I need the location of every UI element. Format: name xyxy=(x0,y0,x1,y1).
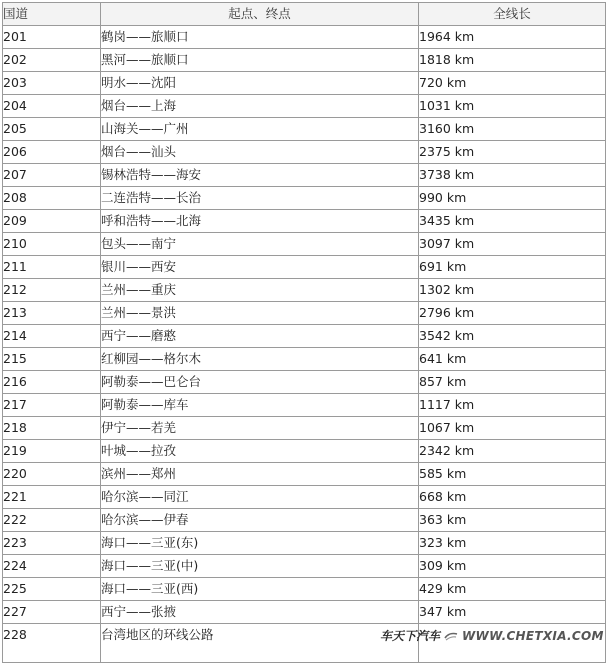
cell-start-end: 哈尔滨——伊春 xyxy=(101,509,419,532)
cell-highway-number: 208 xyxy=(3,187,101,210)
header-start-end: 起点、终点 xyxy=(101,3,419,26)
cell-total-length: 309 km xyxy=(419,555,606,578)
table-row xyxy=(3,141,606,164)
table-row xyxy=(3,348,606,371)
cell-highway-number: 209 xyxy=(3,210,101,233)
cell-highway-number: 218 xyxy=(3,417,101,440)
cell-start-end: 呼和浩特——北海 xyxy=(101,210,419,233)
cell-highway-number: 227 xyxy=(3,601,101,624)
cell-highway-number: 221 xyxy=(3,486,101,509)
cell-total-length: 720 km xyxy=(419,72,606,95)
cell-start-end: 哈尔滨——同江 xyxy=(101,486,419,509)
cell-highway-number: 223 xyxy=(3,532,101,555)
watermark-brand: 车天下汽车 xyxy=(380,629,441,643)
table-row xyxy=(3,371,606,394)
cell-start-end: 鹤岗——旅顺口 xyxy=(101,26,419,49)
table-row xyxy=(3,394,606,417)
cell-highway-number: 202 xyxy=(3,49,101,72)
cell-total-length: 3435 km xyxy=(419,210,606,233)
table-row xyxy=(3,49,606,72)
cell-start-end: 黑河——旅顺口 xyxy=(101,49,419,72)
national-highway-table xyxy=(2,2,606,663)
table-row xyxy=(3,486,606,509)
cell-highway-number: 222 xyxy=(3,509,101,532)
cell-start-end: 兰州——重庆 xyxy=(101,279,419,302)
table-body xyxy=(3,26,606,663)
cell-start-end: 山海关——广州 xyxy=(101,118,419,141)
table-row xyxy=(3,578,606,601)
cell-highway-number: 214 xyxy=(3,325,101,348)
table-row xyxy=(3,440,606,463)
cell-total-length: 668 km xyxy=(419,486,606,509)
cell-start-end: 烟台——上海 xyxy=(101,95,419,118)
cell-highway-number: 201 xyxy=(3,26,101,49)
cell-start-end: 滨州——郑州 xyxy=(101,463,419,486)
table-row xyxy=(3,601,606,624)
cell-highway-number: 215 xyxy=(3,348,101,371)
cell-highway-number: 206 xyxy=(3,141,101,164)
table-row xyxy=(3,509,606,532)
cell-start-end: 锡林浩特——海安 xyxy=(101,164,419,187)
cell-highway-number: 207 xyxy=(3,164,101,187)
cell-total-length: 990 km xyxy=(419,187,606,210)
cell-highway-number: 204 xyxy=(3,95,101,118)
cell-start-end: 叶城——拉孜 xyxy=(101,440,419,463)
cell-total-length: 2342 km xyxy=(419,440,606,463)
table-row xyxy=(3,325,606,348)
header-highway-number: 国道 xyxy=(3,3,101,26)
cell-start-end: 阿勒泰——库车 xyxy=(101,394,419,417)
table-row xyxy=(3,256,606,279)
table-row xyxy=(3,555,606,578)
table-row xyxy=(3,210,606,233)
cell-total-length: 585 km xyxy=(419,463,606,486)
cell-start-end: 二连浩特——长治 xyxy=(101,187,419,210)
header-row xyxy=(3,3,606,26)
table-row xyxy=(3,118,606,141)
table-row xyxy=(3,302,606,325)
cell-start-end: 红柳园——格尔木 xyxy=(101,348,419,371)
cell-start-end: 阿勒泰——巴仑台 xyxy=(101,371,419,394)
cell-highway-number: 212 xyxy=(3,279,101,302)
table-row xyxy=(3,26,606,49)
cell-start-end: 海口——三亚(西) xyxy=(101,578,419,601)
table-row xyxy=(3,164,606,187)
cell-highway-number: 217 xyxy=(3,394,101,417)
cell-start-end: 烟台——汕头 xyxy=(101,141,419,164)
cell-total-length: 3738 km xyxy=(419,164,606,187)
cell-total-length: 429 km xyxy=(419,578,606,601)
cell-total-length: 2796 km xyxy=(419,302,606,325)
watermark-url: WWW.CHETXIA.COM xyxy=(462,628,604,643)
cell-total-length: 1302 km xyxy=(419,279,606,302)
cell-highway-number: 225 xyxy=(3,578,101,601)
cell-highway-number: 213 xyxy=(3,302,101,325)
cell-total-length: 347 km xyxy=(419,601,606,624)
cell-highway-number: 216 xyxy=(3,371,101,394)
cell-total-length: 857 km xyxy=(419,371,606,394)
cell-start-end: 伊宁——若羌 xyxy=(101,417,419,440)
cell-total-length: 1031 km xyxy=(419,95,606,118)
cell-total-length: 1067 km xyxy=(419,417,606,440)
cell-total-length: 1964 km xyxy=(419,26,606,49)
cell-start-end: 海口——三亚(中) xyxy=(101,555,419,578)
cell-start-end: 海口——三亚(东) xyxy=(101,532,419,555)
cell-total-length: 641 km xyxy=(419,348,606,371)
table-row xyxy=(3,233,606,256)
cell-total-length: 3097 km xyxy=(419,233,606,256)
cell-highway-number: 203 xyxy=(3,72,101,95)
cell-highway-number: 228 xyxy=(3,624,101,663)
cell-total-length: 1818 km xyxy=(419,49,606,72)
cell-total-length: 363 km xyxy=(419,509,606,532)
header-total-length: 全线长 xyxy=(419,3,606,26)
cell-total-length: 323 km xyxy=(419,532,606,555)
cell-highway-number: 205 xyxy=(3,118,101,141)
cell-total-length: 2375 km xyxy=(419,141,606,164)
cell-highway-number: 224 xyxy=(3,555,101,578)
car-swoosh-icon xyxy=(444,631,458,641)
cell-highway-number: 211 xyxy=(3,256,101,279)
cell-highway-number: 219 xyxy=(3,440,101,463)
cell-start-end: 明水——沈阳 xyxy=(101,72,419,95)
table-row xyxy=(3,463,606,486)
cell-total-length: 3542 km xyxy=(419,325,606,348)
table-row xyxy=(3,279,606,302)
table-header xyxy=(3,3,606,26)
table-row xyxy=(3,95,606,118)
table-row xyxy=(3,417,606,440)
cell-total-length: 691 km xyxy=(419,256,606,279)
cell-highway-number: 210 xyxy=(3,233,101,256)
table-row xyxy=(3,532,606,555)
cell-start-end: 包头——南宁 xyxy=(101,233,419,256)
cell-start-end: 银川——西安 xyxy=(101,256,419,279)
table-row xyxy=(3,72,606,95)
cell-start-end: 西宁——磨憨 xyxy=(101,325,419,348)
cell-highway-number: 220 xyxy=(3,463,101,486)
watermark xyxy=(380,627,604,644)
cell-start-end: 兰州——景洪 xyxy=(101,302,419,325)
table-row xyxy=(3,187,606,210)
cell-start-end: 台湾地区的环线公路 xyxy=(101,624,419,663)
cell-total-length: 1117 km xyxy=(419,394,606,417)
cell-total-length: 3160 km xyxy=(419,118,606,141)
cell-start-end: 西宁——张掖 xyxy=(101,601,419,624)
